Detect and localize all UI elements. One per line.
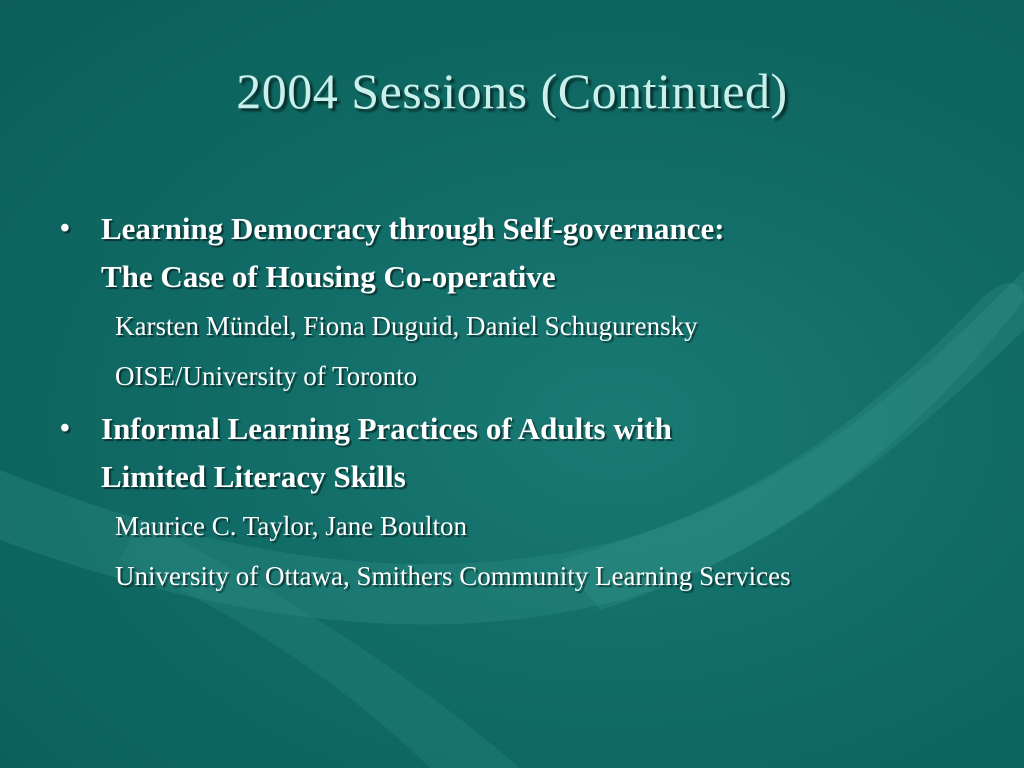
bullet-icon: • (60, 413, 70, 444)
session-heading-line: Limited Literacy Skills (101, 459, 406, 494)
session-authors: Maurice C. Taylor, Jane Boulton (115, 511, 467, 541)
page-title: 2004 Sessions (Continued) (236, 63, 788, 119)
session-heading (60, 405, 1000, 501)
session-heading-line: Learning Democracy through Self-governance: (101, 211, 725, 246)
session-heading-line: The Case of Housing Co-operative (101, 259, 556, 294)
session-authors: Karsten Mündel, Fiona Duguid, Daniel Schugurensky (115, 311, 698, 341)
slide-content (60, 205, 1000, 601)
session-heading (60, 205, 1000, 301)
session-affiliation: University of Ottawa, Smithers Community Learning Services (115, 561, 791, 591)
bullet-icon: • (60, 213, 70, 244)
session-affiliation: OISE/University of Toronto (115, 361, 418, 391)
session-item (60, 405, 1000, 601)
session-item (60, 205, 1000, 401)
session-heading-line: Informal Learning Practices of Adults with (101, 411, 672, 446)
